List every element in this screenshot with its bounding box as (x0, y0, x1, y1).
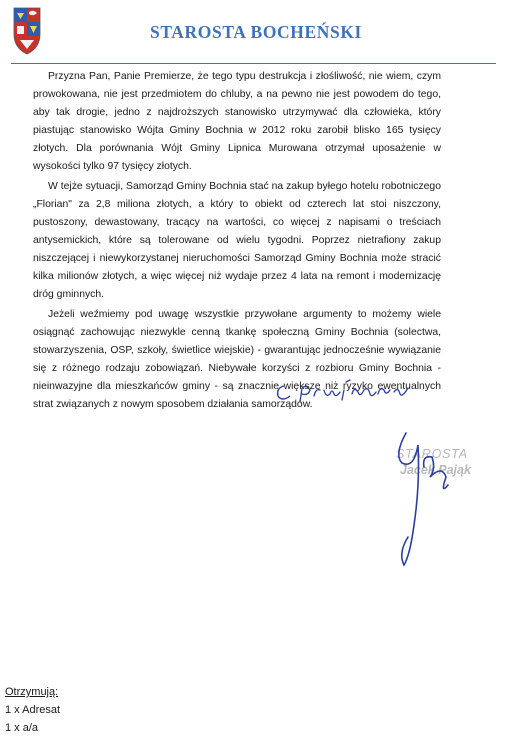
stamp-title: STAROSTA (396, 447, 468, 461)
paragraph: W tejże sytuacji, Samorząd Gminy Bochnia stać na zakup byłego hotelu robotniczego „Florian" za 2,8 miliona złotych, a który to obiekt od czterech lat stoi niszczony, pustoszony, dewastowany, tracący na wartości, co więcej z napisami o treściach antysemickich, które są tolerowane od wielu tygodni. Poprzez nietrafiony zakup niszczejącej i niewykorzystanej nieruchomości Samorząd Gminy Bochnia może stracić kilka milionów złotych, a więc więcej niż wydaje przez 4 lata na remont i modernizację dróg gminnych. (33, 181, 441, 300)
recipients-list (5, 683, 60, 737)
handwritten-signature (384, 425, 504, 575)
handwritten-closing (270, 372, 420, 412)
letterhead (0, 0, 508, 66)
coat-of-arms-icon (11, 4, 43, 56)
list-item: 1 x Adresat (5, 704, 61, 716)
header-divider (11, 63, 496, 64)
list-item: 1 x a/a (5, 722, 39, 734)
paragraph: Jeżeli weźmiemy pod uwagę wszystkie przywołane argumenty to możemy wiele osiągnąć zachowując niezwykle cenną tkankę społeczną Gminy Bochnia (solectwa, stowarzyszenia, OSP, szkoły, świetlice wiejskie) - gwarantując jednocześnie wywiązanie się z różnego rodzaju zobowiązań. Niebywałe korzyści z rozbioru Gminy Bochnia - nieinwazyjne dla mieszkańców gminy - są znacznie większe niż ryzyko ewentualnych strat związanych z nowym sposobem działania samorządów. (33, 309, 441, 410)
page-title: STAROSTA BOCHEŃSKI (150, 22, 362, 42)
letter-body (33, 68, 441, 416)
stamp-name: Jacek Pająk (400, 463, 471, 477)
recipients-heading: Otrzymują: (5, 686, 59, 698)
paragraph: Przyzna Pan, Panie Premierze, że tego typu destrukcja i złośliwość, nie wiem, czym prowokowana, nie jest przedmiotem do chluby, a na pewno nie jest powodem do tego, aby tak drogie, jedno z najdroższych stanowisko utrzymywać dla człowieka, który piastując stanowisko Wójta Gminy Bochnia w 2012 roku zarobił blisko 165 tysięcy złotych. Dla porównania Wójt Gminy Lipnica Murowana otrzymał uposażenie w wysokości tylko 97 tysięcy złotych. (33, 71, 441, 172)
